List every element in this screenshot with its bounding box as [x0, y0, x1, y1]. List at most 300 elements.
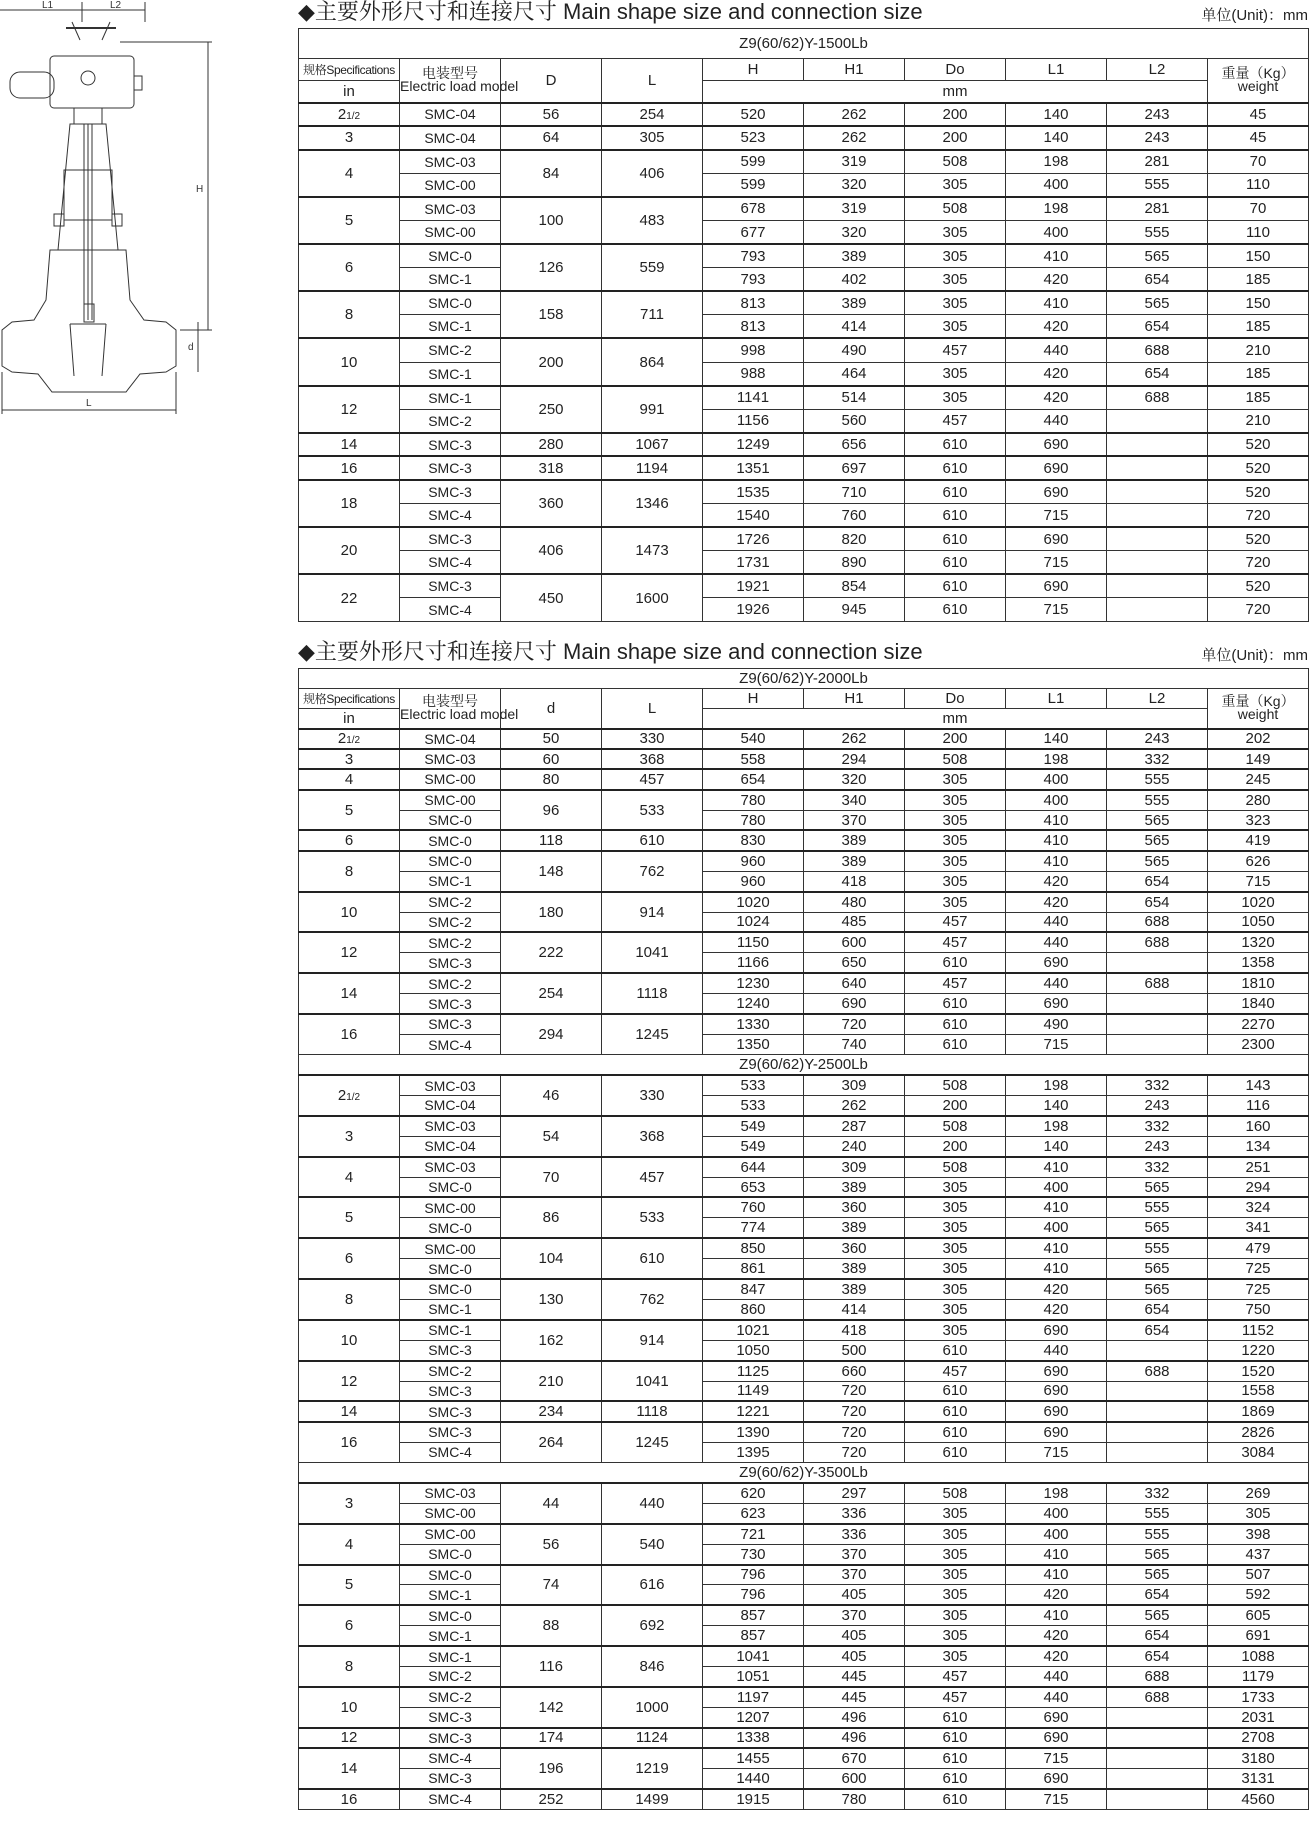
cell-l: 559 — [602, 244, 703, 291]
cell-l1: 690 — [1006, 480, 1107, 504]
cell-model: SMC-3 — [400, 1401, 501, 1421]
cell-h1: 854 — [804, 574, 905, 598]
table-row — [299, 1238, 1309, 1258]
cell-l1: 140 — [1006, 126, 1107, 150]
table-row — [299, 291, 1309, 315]
cell-h1: 660 — [804, 1361, 905, 1381]
header-mm: mm — [703, 709, 1208, 729]
cell-do: 457 — [905, 912, 1006, 932]
table-row — [299, 1646, 1309, 1666]
cell-model: SMC-03 — [400, 197, 501, 221]
cell-weight: 185 — [1208, 315, 1309, 339]
cell-h1: 240 — [804, 1136, 905, 1156]
cell-l2: 565 — [1107, 810, 1208, 830]
table-row — [299, 268, 1309, 292]
cell-l: 440 — [602, 1483, 703, 1524]
cell-h1: 405 — [804, 1585, 905, 1605]
cell-model: SMC-00 — [400, 769, 501, 789]
cell-l1: 400 — [1006, 1177, 1107, 1197]
cell-h1: 496 — [804, 1707, 905, 1727]
cell-do: 305 — [905, 1238, 1006, 1258]
cell-l2: 565 — [1107, 1259, 1208, 1279]
cell-h: 1197 — [703, 1687, 804, 1707]
section-header — [298, 0, 1308, 28]
cell-l2: 555 — [1107, 1197, 1208, 1217]
cell-l1: 420 — [1006, 386, 1107, 410]
cell-l2: 243 — [1107, 1096, 1208, 1116]
cell-h1: 760 — [804, 504, 905, 528]
header-h: H — [703, 689, 804, 709]
cell-l1: 715 — [1006, 1748, 1107, 1768]
cell-weight: 116 — [1208, 1096, 1309, 1116]
cell-size: 5 — [299, 1197, 400, 1238]
cell-size: 3 — [299, 749, 400, 769]
cell-l: 692 — [602, 1605, 703, 1646]
cell-d: 406 — [501, 527, 602, 574]
cell-model: SMC-3 — [400, 433, 501, 457]
cell-h1: 490 — [804, 338, 905, 362]
header-spec: 规格Specifications — [299, 689, 400, 709]
cell-do: 508 — [905, 1075, 1006, 1095]
cell-weight: 1320 — [1208, 932, 1309, 952]
cell-h: 780 — [703, 790, 804, 810]
cell-model: SMC-04 — [400, 1136, 501, 1156]
cell-do: 610 — [905, 1340, 1006, 1360]
table-row — [299, 1197, 1309, 1217]
cell-l1: 440 — [1006, 1687, 1107, 1707]
label-l: L — [86, 398, 92, 409]
cell-model: SMC-3 — [400, 1381, 501, 1401]
cell-l2: 555 — [1107, 769, 1208, 789]
cell-l2: 555 — [1107, 220, 1208, 244]
table-row — [299, 315, 1309, 339]
cell-size: 8 — [299, 1646, 400, 1687]
cell-h1: 262 — [804, 103, 905, 127]
table-row — [299, 386, 1309, 410]
cell-weight: 750 — [1208, 1299, 1309, 1319]
cell-l1: 690 — [1006, 1381, 1107, 1401]
cell-model: SMC-0 — [400, 851, 501, 871]
cell-d: 200 — [501, 338, 602, 385]
cell-h1: 319 — [804, 150, 905, 174]
cell-size: 12 — [299, 386, 400, 433]
section-title: ◆主要外形尺寸和连接尺寸 Main shape size and connection size — [298, 0, 923, 24]
cell-h: 620 — [703, 1483, 804, 1503]
table-row — [299, 1340, 1309, 1360]
cell-d: 44 — [501, 1483, 602, 1524]
cell-do: 305 — [905, 173, 1006, 197]
cell-d: 180 — [501, 892, 602, 933]
cell-weight: 45 — [1208, 126, 1309, 150]
table-row — [299, 851, 1309, 871]
cell-d: 46 — [501, 1075, 602, 1116]
cell-l2 — [1107, 994, 1208, 1014]
cell-l1: 690 — [1006, 1401, 1107, 1421]
cell-weight: 2270 — [1208, 1014, 1309, 1034]
cell-h1: 414 — [804, 1299, 905, 1319]
cell-size: 4 — [299, 769, 400, 789]
cell-model: SMC-1 — [400, 386, 501, 410]
cell-d: 70 — [501, 1157, 602, 1198]
table-row — [299, 1666, 1309, 1686]
table-title: Z9(60/62)Y-1500Lb — [299, 29, 1309, 59]
cell-weight: 1088 — [1208, 1646, 1309, 1666]
section-1500lb — [298, 0, 1308, 622]
cell-weight: 2031 — [1208, 1707, 1309, 1727]
cell-l: 914 — [602, 892, 703, 933]
table-row — [299, 173, 1309, 197]
header-spec: 规格Specifications — [299, 59, 400, 81]
cell-l1: 140 — [1006, 1136, 1107, 1156]
table-row — [299, 1626, 1309, 1646]
cell-model: SMC-4 — [400, 1789, 501, 1809]
table-row — [299, 197, 1309, 221]
cell-h1: 287 — [804, 1116, 905, 1136]
cell-d: 104 — [501, 1238, 602, 1279]
cell-l1: 400 — [1006, 220, 1107, 244]
cell-model: SMC-1 — [400, 1299, 501, 1319]
cell-l2: 555 — [1107, 1524, 1208, 1544]
cell-do: 305 — [905, 1279, 1006, 1299]
cell-h1: 262 — [804, 126, 905, 150]
cell-model: SMC-0 — [400, 1605, 501, 1625]
cell-do: 610 — [905, 433, 1006, 457]
cell-h1: 670 — [804, 1748, 905, 1768]
cell-model: SMC-03 — [400, 1157, 501, 1177]
header-spec-unit: in — [299, 709, 400, 729]
cell-h1: 485 — [804, 912, 905, 932]
cell-l1: 400 — [1006, 1524, 1107, 1544]
cell-model: SMC-2 — [400, 973, 501, 993]
cell-model: SMC-03 — [400, 1483, 501, 1503]
cell-l: 1041 — [602, 1361, 703, 1402]
cell-do: 508 — [905, 1116, 1006, 1136]
cell-weight: 1810 — [1208, 973, 1309, 993]
cell-d: 56 — [501, 103, 602, 127]
cell-weight: 3180 — [1208, 1748, 1309, 1768]
cell-model: SMC-03 — [400, 749, 501, 769]
cell-h1: 340 — [804, 790, 905, 810]
cell-l2: 688 — [1107, 1361, 1208, 1381]
header-h1: H1 — [804, 59, 905, 81]
cell-model: SMC-3 — [400, 1340, 501, 1360]
table-row — [299, 504, 1309, 528]
cell-l1: 140 — [1006, 103, 1107, 127]
cell-weight: 202 — [1208, 729, 1309, 749]
cell-h: 960 — [703, 871, 804, 891]
cell-model: SMC-1 — [400, 1320, 501, 1340]
table-row — [299, 1361, 1309, 1381]
cell-h1: 360 — [804, 1238, 905, 1258]
cell-d: 264 — [501, 1422, 602, 1463]
cell-l2: 565 — [1107, 1605, 1208, 1625]
header-l1: L1 — [1006, 59, 1107, 81]
cell-l: 330 — [602, 729, 703, 749]
cell-size: 5 — [299, 790, 400, 831]
table-row — [299, 456, 1309, 480]
cell-model: SMC-3 — [400, 1014, 501, 1034]
cell-h: 1240 — [703, 994, 804, 1014]
cell-h1: 640 — [804, 973, 905, 993]
cell-l2: 654 — [1107, 1320, 1208, 1340]
section-header — [298, 640, 1308, 668]
cell-h: 1338 — [703, 1728, 804, 1748]
cell-model: SMC-0 — [400, 1279, 501, 1299]
table-title-row — [299, 1463, 1309, 1483]
cell-weight: 3131 — [1208, 1768, 1309, 1788]
cell-l: 1473 — [602, 527, 703, 574]
cell-weight: 185 — [1208, 386, 1309, 410]
cell-l1: 440 — [1006, 932, 1107, 952]
header-weight — [1208, 689, 1309, 729]
cell-do: 305 — [905, 386, 1006, 410]
cell-model: SMC-4 — [400, 1442, 501, 1462]
cell-l2: 688 — [1107, 338, 1208, 362]
cell-l: 1245 — [602, 1014, 703, 1055]
cell-l1: 440 — [1006, 912, 1107, 932]
cell-h: 623 — [703, 1503, 804, 1523]
cell-model: SMC-03 — [400, 150, 501, 174]
table-row — [299, 810, 1309, 830]
cell-weight: 110 — [1208, 220, 1309, 244]
cell-h: 1731 — [703, 551, 804, 575]
cell-l2 — [1107, 409, 1208, 433]
cell-h: 1166 — [703, 953, 804, 973]
cell-h: 1141 — [703, 386, 804, 410]
cell-d: 450 — [501, 574, 602, 621]
cell-l1: 440 — [1006, 1666, 1107, 1686]
cell-l: 254 — [602, 103, 703, 127]
cell-model: SMC-4 — [400, 1748, 501, 1768]
cell-l: 1041 — [602, 932, 703, 973]
cell-h: 1455 — [703, 1748, 804, 1768]
cell-l2: 654 — [1107, 1585, 1208, 1605]
table-row — [299, 1585, 1309, 1605]
cell-model: SMC-00 — [400, 790, 501, 810]
cell-l: 540 — [602, 1524, 703, 1565]
cell-h1: 496 — [804, 1728, 905, 1748]
cell-size: 22 — [299, 574, 400, 621]
cell-h1: 389 — [804, 830, 905, 850]
cell-h: 1330 — [703, 1014, 804, 1034]
cell-l2: 555 — [1107, 790, 1208, 810]
cell-l1: 410 — [1006, 1197, 1107, 1217]
cell-h1: 320 — [804, 769, 905, 789]
cell-l1: 410 — [1006, 1544, 1107, 1564]
cell-weight: 1869 — [1208, 1401, 1309, 1421]
cell-d: 118 — [501, 830, 602, 850]
cell-l2: 654 — [1107, 362, 1208, 386]
cell-weight: 715 — [1208, 871, 1309, 891]
cell-weight: 160 — [1208, 1116, 1309, 1136]
cell-model: SMC-04 — [400, 729, 501, 749]
cell-h: 850 — [703, 1238, 804, 1258]
cell-l1: 715 — [1006, 598, 1107, 622]
cell-l2: 565 — [1107, 1218, 1208, 1238]
cell-l: 330 — [602, 1075, 703, 1116]
cell-h1: 445 — [804, 1666, 905, 1686]
cell-h1: 710 — [804, 480, 905, 504]
cell-l1: 690 — [1006, 574, 1107, 598]
cell-l2: 654 — [1107, 315, 1208, 339]
cell-h: 1207 — [703, 1707, 804, 1727]
cell-l2 — [1107, 1034, 1208, 1054]
header-weight-en: weight — [1237, 78, 1279, 95]
cell-weight: 1733 — [1208, 1687, 1309, 1707]
cell-l2 — [1107, 598, 1208, 622]
cell-d: 56 — [501, 1524, 602, 1565]
cell-do: 508 — [905, 150, 1006, 174]
cell-do: 610 — [905, 1789, 1006, 1809]
cell-h1: 720 — [804, 1422, 905, 1442]
cell-l1: 715 — [1006, 504, 1107, 528]
cell-l1: 410 — [1006, 1238, 1107, 1258]
header-h: H — [703, 59, 804, 81]
table-row — [299, 103, 1309, 127]
cell-h1: 464 — [804, 362, 905, 386]
cell-l: 762 — [602, 851, 703, 892]
cell-do: 610 — [905, 1381, 1006, 1401]
cell-do: 305 — [905, 1259, 1006, 1279]
header-l: L — [602, 59, 703, 103]
cell-h: 830 — [703, 830, 804, 850]
cell-d: 80 — [501, 769, 602, 789]
cell-h: 793 — [703, 268, 804, 292]
cell-l2: 565 — [1107, 244, 1208, 268]
cell-do: 457 — [905, 1361, 1006, 1381]
cell-h1: 414 — [804, 315, 905, 339]
cell-model: SMC-4 — [400, 504, 501, 528]
cell-size: 12 — [299, 932, 400, 973]
cell-h: 549 — [703, 1136, 804, 1156]
cell-size: 3 — [299, 1116, 400, 1157]
cell-l1: 198 — [1006, 749, 1107, 769]
cell-weight: 1840 — [1208, 994, 1309, 1014]
cell-weight: 1179 — [1208, 1666, 1309, 1686]
cell-do: 610 — [905, 598, 1006, 622]
table-row — [299, 1116, 1309, 1136]
cell-h: 1041 — [703, 1646, 804, 1666]
table-row — [299, 338, 1309, 362]
cell-do: 610 — [905, 953, 1006, 973]
table-row — [299, 1218, 1309, 1238]
table-row — [299, 1789, 1309, 1809]
cell-d: 148 — [501, 851, 602, 892]
table-row — [299, 912, 1309, 932]
cell-l: 368 — [602, 749, 703, 769]
cell-l2 — [1107, 1728, 1208, 1748]
cell-l1: 690 — [1006, 953, 1107, 973]
cell-weight: 520 — [1208, 480, 1309, 504]
cell-do: 305 — [905, 1565, 1006, 1585]
cell-l1: 690 — [1006, 1422, 1107, 1442]
cell-weight: 185 — [1208, 268, 1309, 292]
table-row — [299, 1605, 1309, 1625]
cell-model: SMC-0 — [400, 810, 501, 830]
cell-do: 457 — [905, 1666, 1006, 1686]
unit-label: 单位(Unit)：mm — [1201, 7, 1308, 24]
table-row — [299, 527, 1309, 551]
table-row — [299, 994, 1309, 1014]
cell-do: 305 — [905, 871, 1006, 891]
cell-h: 1230 — [703, 973, 804, 993]
cell-model: SMC-1 — [400, 315, 501, 339]
cell-model: SMC-2 — [400, 1687, 501, 1707]
cell-h: 857 — [703, 1605, 804, 1625]
cell-weight: 185 — [1208, 362, 1309, 386]
cell-l2: 654 — [1107, 892, 1208, 912]
valve-drawing — [0, 0, 204, 420]
cell-do: 200 — [905, 1136, 1006, 1156]
cell-h: 653 — [703, 1177, 804, 1197]
cell-model: SMC-04 — [400, 1096, 501, 1116]
cell-l2: 555 — [1107, 1238, 1208, 1258]
cell-model: SMC-4 — [400, 551, 501, 575]
cell-model: SMC-04 — [400, 103, 501, 127]
cell-do: 610 — [905, 456, 1006, 480]
cell-do: 610 — [905, 1768, 1006, 1788]
cell-weight: 4560 — [1208, 1789, 1309, 1809]
cell-h1: 389 — [804, 851, 905, 871]
cell-model: SMC-1 — [400, 871, 501, 891]
cell-l: 610 — [602, 830, 703, 850]
cell-size: 6 — [299, 244, 400, 291]
cell-model: SMC-1 — [400, 1646, 501, 1666]
cell-h1: 370 — [804, 1565, 905, 1585]
cell-l1: 420 — [1006, 892, 1107, 912]
cell-model: SMC-2 — [400, 892, 501, 912]
cell-l: 1245 — [602, 1422, 703, 1463]
cell-l1: 690 — [1006, 1320, 1107, 1340]
cell-do: 305 — [905, 1626, 1006, 1646]
cell-do: 305 — [905, 1299, 1006, 1319]
table-row — [299, 892, 1309, 912]
cell-h: 1021 — [703, 1320, 804, 1340]
cell-h: 1350 — [703, 1034, 804, 1054]
cell-d: 294 — [501, 1014, 602, 1055]
cell-l1: 490 — [1006, 1014, 1107, 1034]
cell-l: 762 — [602, 1279, 703, 1320]
cell-l1: 715 — [1006, 1789, 1107, 1809]
cell-h: 1050 — [703, 1340, 804, 1360]
header-d: D — [501, 59, 602, 103]
cell-d: 252 — [501, 1789, 602, 1809]
table-row — [299, 1136, 1309, 1156]
cell-model: SMC-0 — [400, 244, 501, 268]
cell-model: SMC-1 — [400, 1626, 501, 1646]
cell-weight: 70 — [1208, 150, 1309, 174]
header-l2: L2 — [1107, 59, 1208, 81]
cell-d: 100 — [501, 197, 602, 244]
cell-l1: 420 — [1006, 1279, 1107, 1299]
header-weight-cn: 重量（Kg） — [1221, 65, 1295, 82]
cell-do: 305 — [905, 830, 1006, 850]
header-model — [400, 59, 519, 103]
cell-l2: 688 — [1107, 912, 1208, 932]
cell-h1: 560 — [804, 409, 905, 433]
cell-h: 558 — [703, 749, 804, 769]
cell-l2 — [1107, 1340, 1208, 1360]
cell-size: 16 — [299, 1014, 400, 1055]
cell-h1: 370 — [804, 1605, 905, 1625]
cell-h1: 336 — [804, 1503, 905, 1523]
cell-h1: 297 — [804, 1483, 905, 1503]
cell-size: 18 — [299, 480, 400, 527]
cell-l: 1067 — [602, 433, 703, 457]
cell-l1: 690 — [1006, 527, 1107, 551]
cell-weight: 1152 — [1208, 1320, 1309, 1340]
cell-do: 305 — [905, 1218, 1006, 1238]
